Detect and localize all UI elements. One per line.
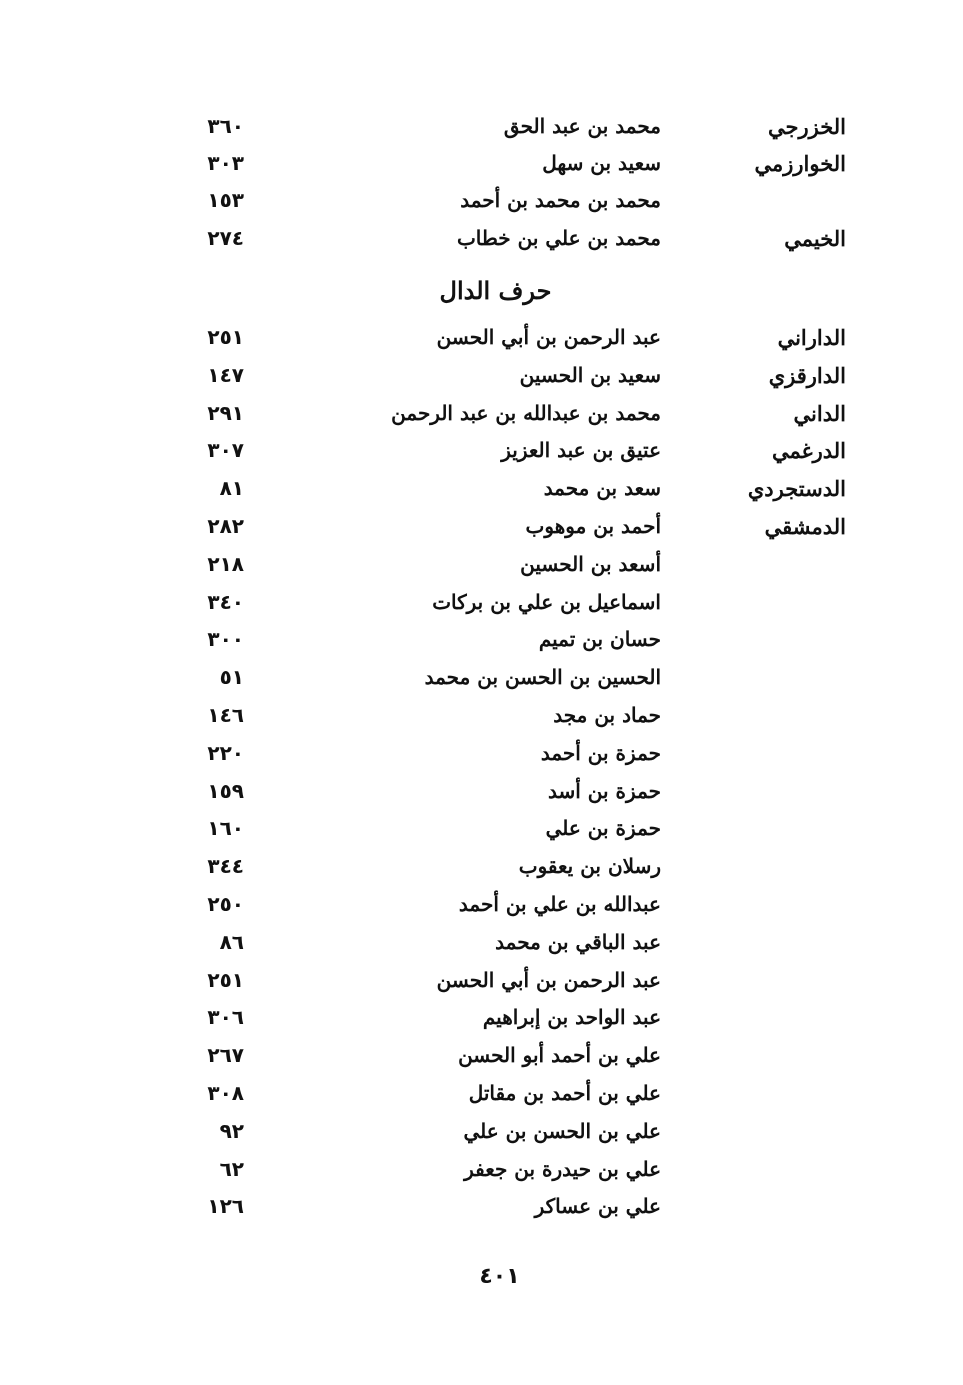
entry-page: ٥١ (219, 665, 244, 689)
entry-page: ٢٥١ (207, 325, 244, 349)
entry-page: ٨١ (219, 476, 244, 500)
index-entry (0, 892, 963, 928)
entry-page: ١٢٦ (207, 1194, 244, 1218)
index-entry (0, 514, 963, 550)
index-entry (0, 114, 963, 150)
entry-name: علي بن عساكر (534, 1194, 661, 1218)
entry-page: ٣٠٠ (207, 627, 244, 651)
entry-page: ٣٠٣ (207, 151, 244, 175)
entry-name: سعيد بن سهل (542, 151, 661, 175)
index-entry (0, 188, 963, 224)
entry-nisba: الخيمي (784, 226, 846, 251)
entry-nisba: الداراني (777, 325, 846, 350)
entry-name: حمزة بن أحمد (540, 741, 661, 765)
entry-page: ٢٨٢ (207, 514, 244, 538)
entry-page: ٣٦٠ (207, 114, 244, 138)
entry-nisba: الدارقزي (768, 363, 846, 388)
entry-nisba: الدمشقي (764, 514, 846, 539)
entry-name: رسلان بن يعقوب (518, 854, 661, 878)
entry-page: ٢٩١ (207, 401, 244, 425)
entry-page: ٩٢ (219, 1119, 244, 1143)
entry-nisba: الدرغمي (771, 438, 846, 463)
page-number: ٤٠١ (479, 1264, 520, 1289)
entry-name: محمد بن علي بن خطاب (456, 226, 661, 250)
entry-name: عبد الباقي بن محمد (495, 930, 661, 954)
entry-page: ٢٥٠ (207, 892, 244, 916)
entry-page: ٣٤٤ (207, 854, 244, 878)
entry-page: ٢٦٧ (207, 1043, 244, 1067)
entry-page: ٦٢ (219, 1157, 244, 1181)
entry-name: سعيد بن الحسين (519, 363, 661, 387)
index-entry (0, 1043, 963, 1079)
entry-page: ١٥٩ (207, 779, 244, 803)
entry-name: عبد الواحد بن إبراهيم (482, 1005, 661, 1029)
entry-name: عتيق بن عبد العزيز (501, 438, 661, 462)
index-entry (0, 226, 963, 262)
entry-page: ٣٤٠ (207, 590, 244, 614)
index-entry (0, 1005, 963, 1041)
entry-page: ١٤٧ (207, 363, 244, 387)
index-entry (0, 325, 963, 361)
index-entry (0, 438, 963, 474)
index-entry (0, 741, 963, 777)
entry-name: أسعد بن الحسين (520, 552, 661, 576)
index-entry (0, 476, 963, 512)
entry-name: أحمد بن موهوب (525, 514, 661, 538)
entry-name: محمد بن عبدالله بن عبد الرحمن (391, 401, 661, 425)
entry-nisba: الخزرجي (767, 114, 846, 139)
index-entry (0, 1119, 963, 1155)
entry-page: ١٦٠ (207, 816, 244, 840)
entry-page: ٨٦ (219, 930, 244, 954)
index-entry (0, 703, 963, 739)
entry-name: محمد بن محمد بن أحمد (460, 188, 661, 212)
index-entry (0, 1081, 963, 1117)
index-entry (0, 854, 963, 890)
index-entry (0, 627, 963, 663)
entry-page: ١٥٣ (207, 188, 244, 212)
index-entry (0, 779, 963, 815)
entry-name: الحسين بن الحسن بن محمد (424, 665, 661, 689)
entry-name: عبد الرحمن بن أبي الحسن (436, 968, 661, 992)
index-entry (0, 363, 963, 399)
entry-name: حماد بن مجد (553, 703, 661, 727)
entry-nisba: الخوارزمي (754, 151, 846, 176)
index-entry (0, 968, 963, 1004)
entry-name: علي بن حيدرة بن جعفر (464, 1157, 661, 1181)
index-entry (0, 665, 963, 701)
entry-name: علي بن الحسن بن علي (463, 1119, 661, 1143)
index-entry (0, 552, 963, 588)
entry-page: ٢٢٠ (207, 741, 244, 765)
entry-name: عبدالله بن علي بن أحمد (458, 892, 661, 916)
entry-page: ٢٥١ (207, 968, 244, 992)
entry-page: ١٤٦ (207, 703, 244, 727)
entry-name: حسان بن تميم (538, 627, 661, 651)
index-entry (0, 151, 963, 187)
section-title: حرف الدال (439, 276, 552, 305)
entry-name: علي بن أحمد بن مقاتل (468, 1081, 661, 1105)
index-entry (0, 1194, 963, 1230)
entry-name: حمزة بن علي (545, 816, 661, 840)
entry-name: اسماعيل بن علي بن بركات (432, 590, 661, 614)
entry-name: محمد بن عبد الحق (503, 114, 661, 138)
entry-page: ٣٠٦ (207, 1005, 244, 1029)
entry-page: ٢١٨ (207, 552, 244, 576)
entry-page: ٣٠٧ (207, 438, 244, 462)
entry-name: حمزة بن أسد (548, 779, 661, 803)
entry-page: ٣٠٨ (207, 1081, 244, 1105)
entry-page: ٢٧٤ (207, 226, 244, 250)
entry-name: علي بن أحمد أبو الحسن (458, 1043, 661, 1067)
entry-name: سعد بن محمد (543, 476, 661, 500)
index-entry (0, 590, 963, 626)
entry-nisba: الداني (793, 401, 846, 426)
entry-nisba: الدستجردي (747, 476, 846, 501)
index-entry (0, 930, 963, 966)
entry-name: عبد الرحمن بن أبي الحسن (436, 325, 661, 349)
index-entry (0, 1157, 963, 1193)
index-entry (0, 401, 963, 437)
index-entry (0, 816, 963, 852)
